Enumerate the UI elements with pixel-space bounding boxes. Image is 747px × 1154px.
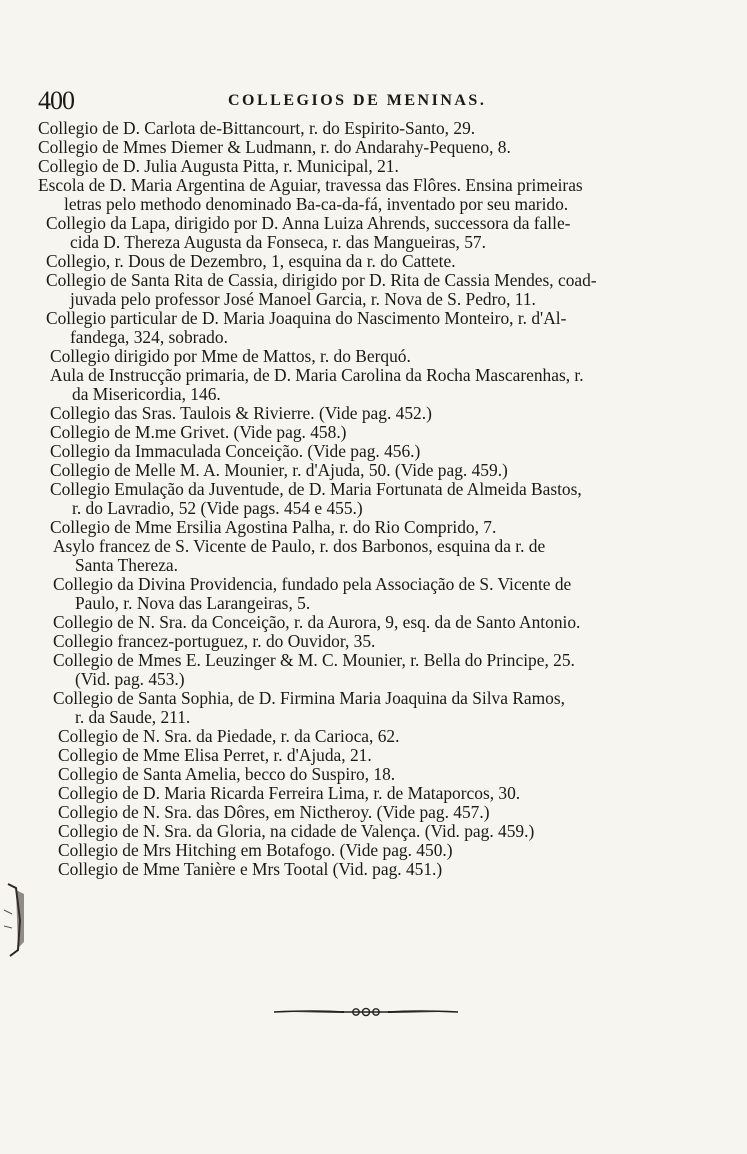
list-item: Collegio da Immaculada Conceição. (Vide pag. 456.) <box>50 441 421 461</box>
list-item: Collegio de Mmes Diemer & Ludmann, r. do Andarahy-Pequeno, 8. <box>38 137 511 157</box>
margin-bracket-icon <box>2 880 28 960</box>
list-item: Collegio, r. Dous de Dezembro, 1, esquina da r. do Cattete. <box>46 251 456 271</box>
list-item: Collegio de Mme Ersilia Agostina Palha, r. do Rio Comprido, 7. <box>50 517 497 537</box>
running-title: COLLEGIOS DE MENINAS. <box>228 92 487 109</box>
list-item: Collegio de Santa Sophia, de D. Firmina Maria Joaquina da Silva Ramos, r. da Saude, 211. <box>53 688 565 727</box>
list-item: Collegio Emulação da Juventude, de D. Maria Fortunata de Almeida Bastos, r. do Lavradio, 52 (Vide pags. 454 e 455.) <box>50 479 582 518</box>
entry-list <box>0 119 747 879</box>
list-item: Collegio de Mrs Hitching em Botafogo. (Vide pag. 450.) <box>58 840 453 860</box>
list-item: Collegio de N. Sra. da Piedade, r. da Carioca, 62. <box>58 726 400 746</box>
list-item: Collegio de N. Sra. da Gloria, na cidade de Valença. (Vid. pag. 459.) <box>58 821 535 841</box>
list-item: Collegio de D. Maria Ricarda Ferreira Lima, r. de Mataporcos, 30. <box>58 783 521 803</box>
list-item: Collegio da Lapa, dirigido por D. Anna Luiza Ahrends, successora da falle- cida D. Thereza Augusta da Fonseca, r. das Mangueiras, 57. <box>46 213 571 252</box>
list-item: Aula de Instrucção primaria, de D. Maria Carolina da Rocha Mascarenhas, r. da Misericordia, 146. <box>50 365 584 404</box>
list-item: Collegio da Divina Providencia, fundado pela Associação de S. Vicente de Paulo, r. Nova das Larangeiras, 5. <box>53 574 572 613</box>
list-item: Collegio francez-portuguez, r. do Ouvidor, 35. <box>53 631 376 651</box>
list-item: Collegio de N. Sra. da Conceição, r. da Aurora, 9, esq. da de Santo Antonio. <box>53 612 581 632</box>
list-item: Collegio das Sras. Taulois & Rivierre. (Vide pag. 452.) <box>50 403 432 423</box>
list-item: Asylo francez de S. Vicente de Paulo, r. dos Barbonos, esquina da r. de Santa Thereza. <box>53 536 546 575</box>
list-item: Collegio de D. Carlota de-Bittancourt, r. do Espirito-Santo, 29. <box>38 118 476 138</box>
list-item: Collegio de N. Sra. das Dôres, em Nictheroy. (Vide pag. 457.) <box>58 802 490 822</box>
list-item: Collegio de D. Julia Augusta Pitta, r. Municipal, 21. <box>38 156 399 176</box>
list-item: Collegio de Mmes E. Leuzinger & M. C. Mounier, r. Bella do Principe, 25. (Vid. pag. 453.) <box>53 650 575 689</box>
list-item: Collegio dirigido por Mme de Mattos, r. do Berquó. <box>50 346 411 366</box>
list-item: Escola de D. Maria Argentina de Aguiar, travessa das Flôres. Ensina primeiras letras pelo methodo denominado Ba-ca-da-fá, inventado por seu marido. <box>38 175 583 214</box>
list-item: Collegio de M.me Grivet. (Vide pag. 458.) <box>50 422 347 442</box>
page-number: 400 <box>38 86 74 115</box>
list-item: Collegio de Santa Amelia, becco do Suspiro, 18. <box>58 764 396 784</box>
list-item: Collegio particular de D. Maria Joaquina do Nascimento Monteiro, r. d'Al- fandega, 324, sobrado. <box>46 308 567 347</box>
list-item: Collegio de Santa Rita de Cassia, dirigido por D. Rita de Cassia Mendes, coad- juvada pelo professor José Manoel Garcia, r. Nova de S. Pedro, 11. <box>46 270 597 309</box>
ornamental-divider-icon <box>274 1006 458 1018</box>
list-item: Collegio de Melle M. A. Mounier, r. d'Ajuda, 50. (Vide pag. 459.) <box>50 460 508 480</box>
list-item: Collegio de Mme Tanière e Mrs Tootal (Vid. pag. 451.) <box>58 859 443 879</box>
page-header <box>38 86 688 114</box>
list-item: Collegio de Mme Elisa Perret, r. d'Ajuda, 21. <box>58 745 372 765</box>
